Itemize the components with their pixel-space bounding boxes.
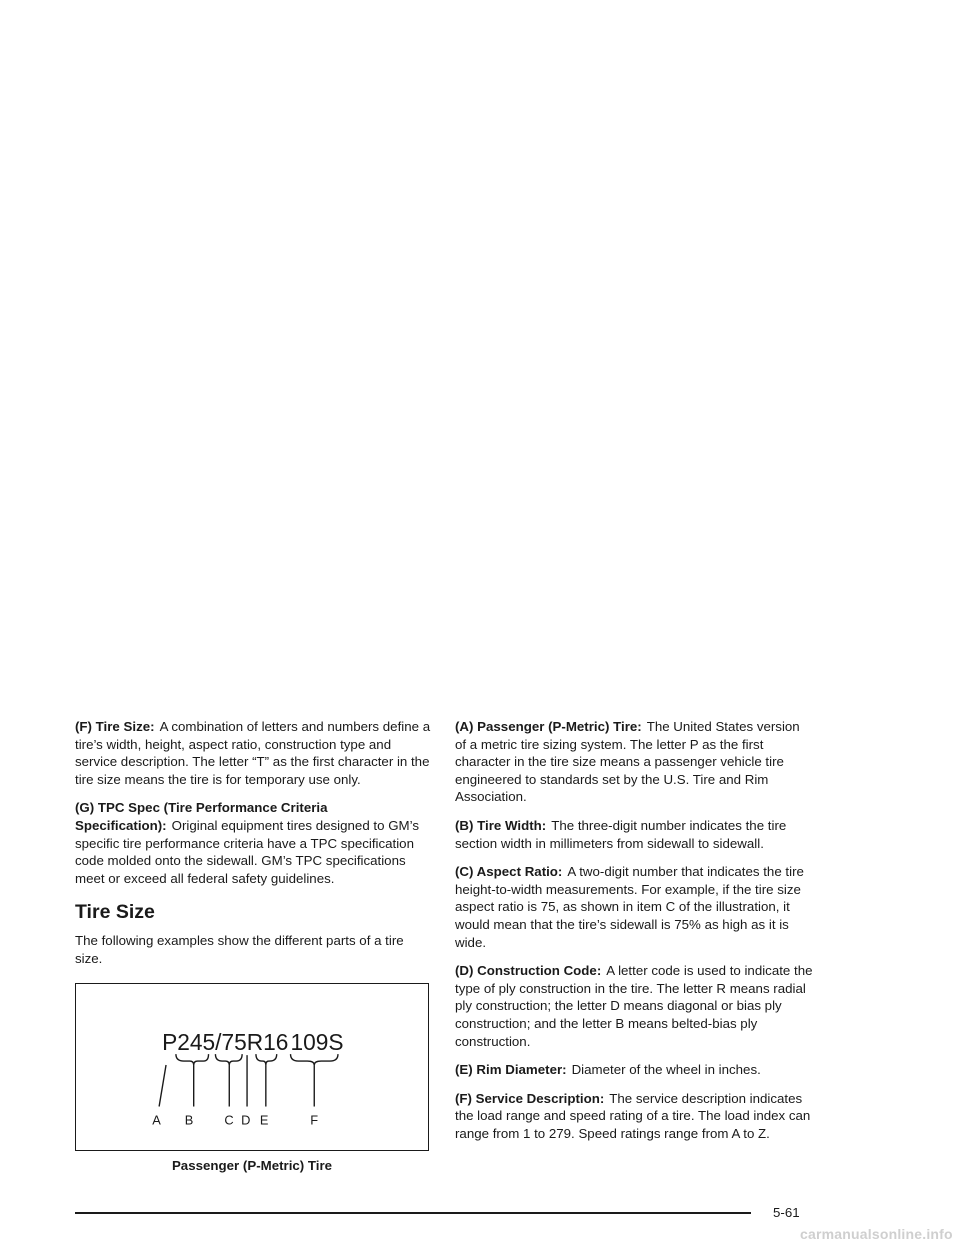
- tire-service-text: 109S: [290, 1029, 344, 1056]
- label-d: D: [241, 1112, 251, 1128]
- label-c: C: [224, 1112, 234, 1128]
- definition-b: (B) Tire Width: The three-digit number indicates the tire section width in millimeters from sidewall to sidewall.: [455, 817, 787, 851]
- definition-c: (C) Aspect Ratio: A two-digit number that indicates the tire height-to-width measurements. For example, if the tire size aspect ratio is 75, as shown in item C of the illustration, it would mean that the tire’s sidewall is 75% as high as it is wide.: [455, 864, 804, 950]
- footer-rule: [75, 1212, 751, 1214]
- bracket-b: [176, 1054, 209, 1065]
- definition-d: (D) Construction Code: A letter code is used to indicate the type of ply construction in the tire. The letter R means radial ply construction; the letter D means diagonal or bias ply construction; and the letter B means belted-bias ply construction.: [455, 963, 813, 1049]
- right-column: [455, 718, 813, 1153]
- tire-size-main-text: P245/75R16: [162, 1029, 289, 1056]
- section-intro: The following examples show the different parts of a tire size.: [75, 933, 404, 966]
- tire-size-diagram: [76, 984, 428, 1150]
- definition-e: (E) Rim Diameter: Diameter of the wheel in inches.: [455, 1062, 761, 1078]
- left-column: [75, 718, 433, 979]
- label-a: A: [152, 1112, 161, 1128]
- tire-size-illustration: [75, 983, 429, 1151]
- leader-a: [159, 1065, 166, 1107]
- tire-size-definition: (F) Tire Size: A combination of letters and numbers define a tire’s width, height, aspect ratio, construction type and service description. The letter “T” as the first character in the tire size means the tire is for temporary use only.: [75, 719, 431, 787]
- definition-a: (A) Passenger (P-Metric) Tire: The United States version of a metric tire sizing system. The letter P as the first character in the tire size means a passenger vehicle tire engineered to standards set by the U.S. Tire and Rim Association.: [455, 719, 800, 805]
- bracket-f: [291, 1054, 338, 1065]
- section-title: Tire Size: [75, 901, 155, 924]
- figure-caption: Passenger (P-Metric) Tire: [171, 1158, 333, 1173]
- definition-f: (F) Service Description: The service description indicates the load range and speed rating of a tire. The load index can range from 1 to 279. Speed ratings range from A to Z.: [455, 1090, 811, 1141]
- watermark-text: carmanualsonline.info: [800, 1226, 953, 1242]
- bracket-e: [256, 1054, 277, 1065]
- tpc-spec-definition: (G) TPC Spec (Tire Performance Criteria Specification): Original equipment tires designed to GM’s specific tire performance criteria have a TPC specification code molded onto the sidewall. GM’s TPC specifications meet or exceed all federal safety guidelines.: [75, 800, 419, 886]
- page-number: 5-61: [773, 1205, 800, 1220]
- label-f: F: [310, 1112, 319, 1128]
- label-b: B: [184, 1112, 194, 1128]
- label-e: E: [259, 1112, 269, 1128]
- bracket-c: [215, 1054, 242, 1065]
